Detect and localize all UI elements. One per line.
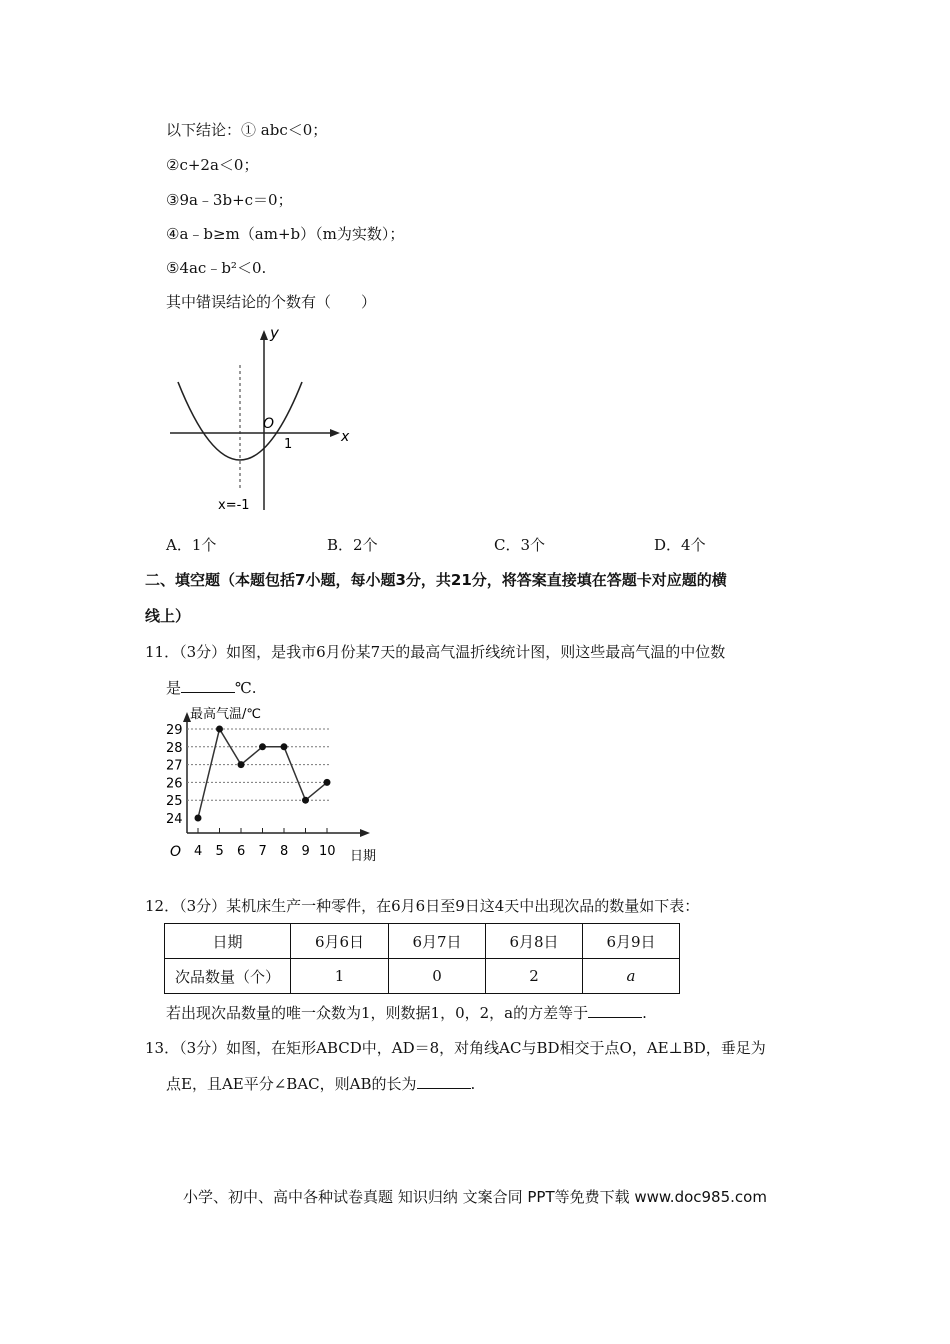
q12-line1: 12．（3分）某机床生产一种零件，在6月6日至9日这4天中出现次品的数量如下表：: [145, 897, 700, 915]
table-cell: 6月8日: [486, 924, 583, 959]
option-c: C．3个: [494, 536, 546, 554]
chart-origin: O: [170, 844, 182, 860]
temperature-line: [198, 729, 327, 818]
y-label: y: [270, 324, 279, 342]
y-tick-label: 26: [166, 776, 183, 792]
x-tick-label: 5: [215, 844, 224, 859]
table-cell: 日期: [165, 924, 291, 959]
q13-line1: 13．（3分）如图，在矩形ABCD中，AD＝8，对角线AC与BD相交于点O，AE⊥BD，垂足为: [145, 1039, 766, 1057]
q10-conclusion-3: ③9a﹣3b+c＝0；: [166, 191, 293, 209]
option-d: D．4个: [654, 536, 706, 554]
table-cell: 2: [486, 959, 583, 994]
temperature-chart: [160, 700, 390, 870]
data-point: [302, 797, 309, 804]
data-point: [216, 726, 223, 733]
table-cell: 6月9日: [583, 924, 680, 959]
table-cell: a: [583, 959, 680, 994]
x-tick-label: 6: [237, 844, 246, 859]
q10-conclusion-5: ⑤4ac﹣b²＜0.: [166, 259, 267, 277]
answer-blank: [417, 1074, 471, 1089]
table-cell: 次品数量（个）: [165, 959, 291, 994]
x-tick-label: 10: [319, 844, 336, 859]
q10-question: 其中错误结论的个数有（ ）: [166, 293, 377, 311]
q10-intro: 以下结论：① abc＜0；: [166, 121, 328, 139]
q13-line2: 点E，且AE平分∠BAC，则AB的长为 .: [166, 1075, 476, 1093]
y-tick-label: 24: [166, 812, 183, 827]
table-cell: 1: [291, 959, 389, 994]
chart-xlabel: 日期: [350, 849, 377, 864]
answer-blank: [588, 1003, 642, 1018]
data-point: [324, 779, 331, 786]
table-header-row: [165, 924, 680, 959]
data-point: [259, 743, 266, 750]
data-point: [238, 761, 245, 768]
section-heading-line1: 二、填空题（本题包括7小题，每小题3分，共21分，将答案直接填在答题卡对应题的横: [145, 571, 727, 589]
table-row: [165, 959, 680, 994]
parabola-graph: [160, 320, 360, 520]
x-axis-arrow: [330, 429, 340, 437]
x-tick-label: 7: [258, 844, 267, 859]
option-b: B．2个: [327, 536, 378, 554]
data-point: [195, 815, 202, 822]
answer-blank: [181, 678, 235, 693]
y-tick-label: 28: [166, 740, 183, 756]
origin-label: O: [263, 416, 275, 432]
x-label: x: [341, 429, 350, 445]
chart-x-arrow: [360, 829, 370, 837]
root-label: 1: [284, 437, 293, 452]
x-tick-label: 9: [301, 844, 310, 859]
table-cell: 0: [389, 959, 486, 994]
section-heading-line2: 线上）: [145, 607, 191, 625]
q11-line1: 11．（3分）如图，是我市6月份某7天的最高气温折线统计图，则这些最高气温的中位数: [145, 643, 726, 661]
q12-after: 若出现次品数量的唯一众数为1，则数据1，0，2，a的方差等于 .: [166, 1004, 647, 1022]
table-cell: 6月7日: [389, 924, 486, 959]
q10-conclusion-4: ④a﹣b≥m（am+b）（m为实数）；: [166, 225, 405, 243]
x-tick-label: 8: [280, 844, 289, 859]
data-point: [281, 743, 288, 750]
defect-table: [164, 923, 680, 994]
q11-line2: 是 ℃.: [166, 679, 257, 697]
symmetry-label: x=-1: [218, 498, 250, 513]
y-tick-label: 29: [166, 723, 183, 738]
y-tick-label: 25: [166, 794, 183, 810]
page-footer: 小学、初中、高中各种试卷真题 知识归纳 文案合同 PPT等免费下载 www.doc985.com: [183, 1188, 767, 1206]
chart-title: 最高气温/℃: [190, 707, 261, 722]
q10-conclusion-2: ②c+2a＜0；: [166, 156, 259, 174]
table-cell: 6月6日: [291, 924, 389, 959]
x-tick-label: 4: [194, 844, 203, 859]
y-tick-label: 27: [166, 758, 183, 774]
y-axis-arrow: [260, 330, 268, 340]
option-a: A．1个: [166, 536, 217, 554]
